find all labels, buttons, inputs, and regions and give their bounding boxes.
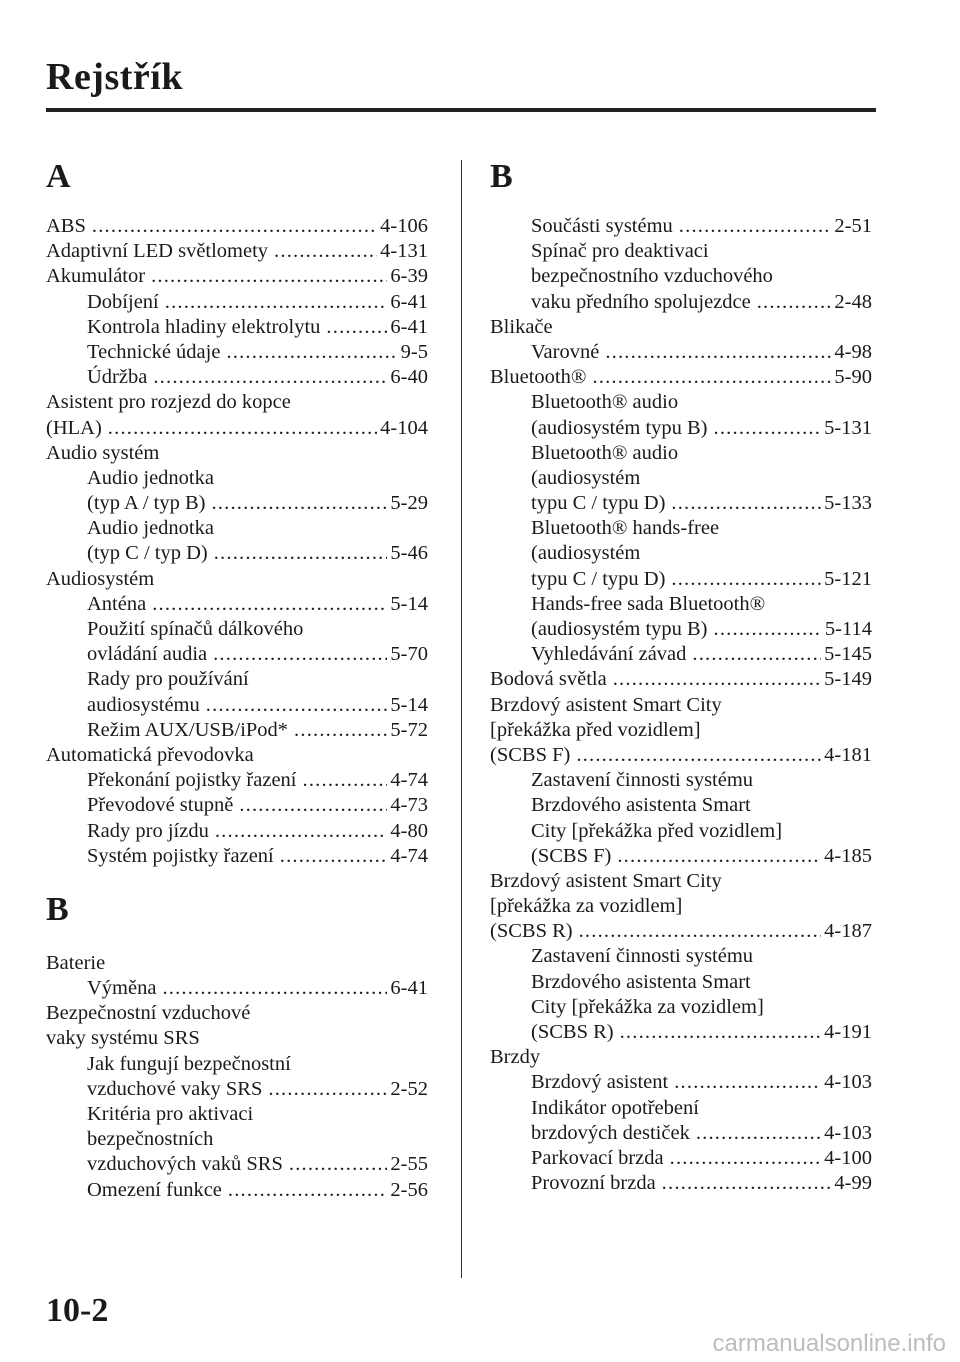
entry-label: Audiosystém xyxy=(46,567,155,590)
index-subentry xyxy=(46,315,428,340)
index-subentry xyxy=(490,768,872,793)
page-reference: 4-74 xyxy=(390,844,428,867)
page-reference: 6-40 xyxy=(390,366,428,389)
entry-label: (typ C / typ D) xyxy=(87,542,208,565)
index-subentry xyxy=(46,1178,428,1203)
index-subentry xyxy=(490,340,872,365)
page-reference: 5-72 xyxy=(390,718,428,741)
index-subentry xyxy=(46,768,428,793)
index-subentry xyxy=(46,667,428,692)
entry-label: Spínač pro deaktivaci xyxy=(531,240,709,263)
entry-label: (SCBS F) xyxy=(490,743,571,766)
index-column-right xyxy=(490,160,872,1196)
entry-label: Provozní brzda xyxy=(531,1172,656,1195)
index-subentry xyxy=(46,1102,428,1127)
index-entry xyxy=(490,869,872,894)
dot-leader xyxy=(620,1020,822,1045)
index-subentry xyxy=(490,1121,872,1146)
dot-leader xyxy=(213,642,387,667)
index-entry xyxy=(46,416,428,441)
index-list-b xyxy=(46,951,428,1203)
entry-label: (audiosystém xyxy=(531,542,641,565)
entry-label: (audiosystém typu B) xyxy=(531,416,708,439)
index-subentry xyxy=(490,567,872,592)
page-reference: 2-52 xyxy=(390,1077,428,1100)
index-entry xyxy=(46,441,428,466)
dot-leader xyxy=(152,592,387,617)
index-subentry xyxy=(490,793,872,818)
dot-leader xyxy=(576,743,821,768)
entry-label: Převodové stupně xyxy=(87,794,234,817)
entry-label: Dobíjení xyxy=(87,290,159,313)
dot-leader xyxy=(679,214,832,239)
dot-leader xyxy=(674,1070,821,1095)
dot-leader xyxy=(662,1171,832,1196)
page-reference: 4-103 xyxy=(824,1121,872,1144)
index-entry xyxy=(46,951,428,976)
entry-label: (HLA) xyxy=(46,416,102,439)
page-reference: 4-185 xyxy=(824,844,872,867)
dot-leader xyxy=(696,1121,821,1146)
index-entry xyxy=(46,214,428,239)
index-subentry xyxy=(46,642,428,667)
page-reference: 5-14 xyxy=(390,592,428,615)
index-entry xyxy=(46,390,428,415)
index-entry xyxy=(46,1026,428,1051)
index-entry xyxy=(490,315,872,340)
entry-label: [překážka před vozidlem] xyxy=(490,718,701,741)
index-subentry xyxy=(490,239,872,264)
entry-label: Technické údaje xyxy=(87,340,221,363)
entry-label: (SCBS F) xyxy=(531,844,612,867)
page-reference: 5-145 xyxy=(824,643,872,666)
entry-label: typu C / typu D) xyxy=(531,492,666,515)
index-subentry xyxy=(46,491,428,516)
entry-label: Výměna xyxy=(87,977,157,1000)
entry-label: Hands-free sada Bluetooth® xyxy=(531,592,766,615)
index-subentry xyxy=(46,1152,428,1177)
entry-label: Brzdový asistent xyxy=(531,1071,669,1094)
index-subentry xyxy=(490,1070,872,1095)
page-reference: 6-41 xyxy=(390,315,428,338)
entry-label: Režim AUX/USB/iPod* xyxy=(87,718,289,741)
dot-leader xyxy=(289,1152,388,1177)
dot-leader xyxy=(592,365,831,390)
page-reference: 5-131 xyxy=(824,416,872,439)
entry-label: Bluetooth® audio xyxy=(531,441,679,464)
page-reference: 4-191 xyxy=(824,1021,872,1043)
dot-leader xyxy=(215,819,388,844)
index-subentry xyxy=(46,340,428,365)
page-reference: 4-103 xyxy=(824,1071,872,1094)
index-entry xyxy=(46,1001,428,1026)
column-divider xyxy=(461,160,462,1278)
index-subentry xyxy=(490,970,872,995)
page-reference: 6-39 xyxy=(390,265,428,288)
index-subentry xyxy=(490,1146,872,1171)
dot-leader xyxy=(274,239,377,264)
index-subentry xyxy=(46,844,428,869)
entry-label: Bluetooth® audio xyxy=(531,391,679,414)
entry-label: ovládání audia xyxy=(87,643,208,666)
index-subentry xyxy=(46,793,428,818)
entry-label: Rady pro jízdu xyxy=(87,819,209,842)
dot-leader xyxy=(206,693,388,718)
entry-label: Brzdový asistent Smart City xyxy=(490,693,722,716)
entry-label: audiosystému xyxy=(87,693,200,716)
index-subentry xyxy=(46,1127,428,1152)
index-subentry xyxy=(490,416,872,441)
page-number: 10-2 xyxy=(46,1292,109,1329)
index-column-left xyxy=(46,160,428,1203)
dot-leader xyxy=(714,416,822,441)
entry-label: Systém pojistky řazení xyxy=(87,844,274,867)
dot-leader xyxy=(605,340,831,365)
entry-label: Audio systém xyxy=(46,441,160,464)
dot-leader xyxy=(151,264,387,289)
index-subentry xyxy=(46,718,428,743)
page-reference: 5-90 xyxy=(834,366,872,389)
index-entry xyxy=(46,239,428,264)
page-reference: 5-149 xyxy=(824,668,872,691)
index-subentry xyxy=(46,1077,428,1102)
index-subentry xyxy=(490,214,872,239)
dot-leader xyxy=(670,1146,822,1171)
dot-leader xyxy=(226,340,397,365)
entry-label: Brzdového asistenta Smart xyxy=(531,794,751,817)
index-subentry xyxy=(490,290,872,315)
page-reference: 5-29 xyxy=(390,492,428,515)
entry-label: Parkovací brzda xyxy=(531,1146,664,1169)
entry-label: Kritéria pro aktivaci xyxy=(87,1103,254,1125)
dot-leader xyxy=(153,365,387,390)
entry-label: Brzdového asistenta Smart xyxy=(531,970,751,993)
entry-label: Kontrola hladiny elektrolytu xyxy=(87,315,321,338)
entry-label: City [překážka před vozidlem] xyxy=(531,819,783,842)
page-reference: 9-5 xyxy=(400,340,428,363)
entry-label: Omezení funkce xyxy=(87,1178,222,1201)
index-entry xyxy=(490,693,872,718)
index-list-b-continued xyxy=(490,214,872,1196)
index-subentry xyxy=(46,541,428,566)
dot-leader xyxy=(294,718,387,743)
index-entry xyxy=(46,743,428,768)
index-subentry xyxy=(490,1096,872,1121)
page-reference: 4-131 xyxy=(380,240,428,263)
page-reference: 5-121 xyxy=(824,567,872,590)
index-subentry xyxy=(490,1020,872,1045)
entry-label: (SCBS R) xyxy=(490,920,573,943)
index-entry xyxy=(46,264,428,289)
entry-label: [překážka za vozidlem] xyxy=(490,895,683,918)
index-list-a xyxy=(46,214,428,869)
index-subentry xyxy=(46,819,428,844)
entry-label: Brzdový asistent Smart City xyxy=(490,869,722,892)
dot-leader xyxy=(239,793,387,818)
entry-label: Bezpečnostní vzduchové xyxy=(46,1002,251,1025)
entry-label: Bluetooth® hands-free xyxy=(531,517,720,540)
watermark: carmanualsonline.info xyxy=(712,1330,946,1357)
entry-label: (typ A / typ B) xyxy=(87,492,206,515)
page-reference: 4-100 xyxy=(824,1146,872,1169)
page-reference: 6-41 xyxy=(390,977,428,1000)
dot-leader xyxy=(617,844,821,869)
entry-label: Automatická převodovka xyxy=(46,743,254,766)
index-subentry xyxy=(490,390,872,415)
header-divider xyxy=(46,108,876,112)
dot-leader xyxy=(268,1077,387,1102)
entry-label: Baterie xyxy=(46,951,106,974)
entry-label: Jak fungují bezpečnostní xyxy=(87,1052,291,1075)
entry-label: Bodová světla xyxy=(490,668,607,691)
index-entry xyxy=(490,894,872,919)
dot-leader xyxy=(579,919,822,944)
index-subentry xyxy=(46,365,428,390)
dot-leader xyxy=(108,416,377,441)
entry-label: Akumulátor xyxy=(46,265,146,288)
dot-leader xyxy=(671,491,821,516)
index-subentry xyxy=(490,466,872,491)
entry-label: Bluetooth® xyxy=(490,366,587,389)
page-reference: 4-104 xyxy=(380,416,428,439)
entry-label: City [překážka za vozidlem] xyxy=(531,995,764,1018)
page-reference: 6-41 xyxy=(390,290,428,313)
index-subentry xyxy=(46,617,428,642)
entry-label: brzdových destiček xyxy=(531,1121,690,1144)
entry-label: (SCBS R) xyxy=(531,1021,614,1043)
index-subentry xyxy=(46,1052,428,1077)
dot-leader xyxy=(303,768,388,793)
page-reference: 2-56 xyxy=(390,1178,428,1201)
entry-label: Použití spínačů dálkového xyxy=(87,618,304,640)
entry-label: typu C / typu D) xyxy=(531,567,666,590)
index-entry xyxy=(490,743,872,768)
dot-leader xyxy=(613,667,821,692)
page-reference: 5-14 xyxy=(390,693,428,716)
index-subentry xyxy=(490,844,872,869)
entry-label: vaky systému SRS xyxy=(46,1027,200,1050)
index-subentry xyxy=(490,995,872,1020)
index-entry xyxy=(490,718,872,743)
entry-label: Audio jednotka xyxy=(87,466,214,489)
entry-label: vaku předního spolujezdce xyxy=(531,290,751,313)
entry-label: Zastavení činnosti systému xyxy=(531,769,754,792)
index-entry xyxy=(490,667,872,692)
page-title: Rejstřík xyxy=(46,56,183,98)
dot-leader xyxy=(714,617,822,642)
index-entry xyxy=(490,1045,872,1070)
entry-label: bezpečnostních xyxy=(87,1128,214,1151)
section-letter-a: A xyxy=(46,158,71,195)
page-reference: 2-48 xyxy=(834,290,872,313)
index-subentry xyxy=(490,944,872,969)
page-reference: 5-133 xyxy=(824,492,872,515)
index-subentry xyxy=(46,466,428,491)
page-reference: 4-106 xyxy=(380,215,428,237)
index-subentry xyxy=(490,642,872,667)
page-reference: 4-98 xyxy=(834,340,872,363)
dot-leader xyxy=(671,567,821,592)
dot-leader xyxy=(326,315,387,340)
page-reference: 2-51 xyxy=(834,215,872,237)
index-subentry xyxy=(46,976,428,1001)
index-subentry xyxy=(46,290,428,315)
page-reference: 5-70 xyxy=(390,643,428,666)
index-subentry xyxy=(490,819,872,844)
page-reference: 4-187 xyxy=(824,920,872,943)
dot-leader xyxy=(757,290,832,315)
entry-label: Součásti systému xyxy=(531,215,673,237)
entry-label: Varovné xyxy=(531,340,600,363)
entry-label: Asistent pro rozjezd do kopce xyxy=(46,391,291,414)
index-subentry xyxy=(46,592,428,617)
section-letter-b: B xyxy=(46,890,69,928)
page-reference: 4-99 xyxy=(834,1172,872,1195)
entry-label: Indikátor opotřebení xyxy=(531,1096,699,1119)
page-reference: 4-80 xyxy=(390,819,428,842)
dot-leader xyxy=(692,642,821,667)
index-entry xyxy=(490,365,872,390)
dot-leader xyxy=(165,290,388,315)
entry-label: Anténa xyxy=(87,592,147,615)
section-letter-b-continued: B xyxy=(490,158,513,195)
index-subentry xyxy=(46,693,428,718)
index-subentry xyxy=(490,491,872,516)
dot-leader xyxy=(92,214,377,239)
entry-label: ABS xyxy=(46,215,86,237)
dot-leader xyxy=(280,844,388,869)
dot-leader xyxy=(162,976,387,1001)
page-reference: 4-181 xyxy=(824,743,872,766)
index-subentry xyxy=(490,617,872,642)
page-reference: 4-74 xyxy=(390,769,428,792)
page-reference: 5-46 xyxy=(390,542,428,565)
index-entry xyxy=(490,919,872,944)
entry-label: Adaptivní LED světlomety xyxy=(46,240,269,263)
dot-leader xyxy=(228,1178,388,1203)
index-entry xyxy=(46,567,428,592)
page-reference: 4-73 xyxy=(390,794,428,817)
dot-leader xyxy=(214,541,388,566)
dot-leader xyxy=(211,491,387,516)
entry-label: Audio jednotka xyxy=(87,517,214,540)
entry-label: Rady pro používání xyxy=(87,668,249,691)
index-subentry xyxy=(490,1171,872,1196)
entry-label: (audiosystém typu B) xyxy=(531,618,708,640)
entry-label: vzduchové vaky SRS xyxy=(87,1077,263,1100)
entry-label: vzduchových vaků SRS xyxy=(87,1153,283,1176)
index-subentry xyxy=(490,441,872,466)
entry-label: bezpečnostního vzduchového xyxy=(531,265,773,288)
entry-label: Brzdy xyxy=(490,1046,541,1069)
entry-label: Údržba xyxy=(87,366,148,389)
index-subentry xyxy=(490,264,872,289)
page-reference: 2-55 xyxy=(390,1153,428,1176)
index-subentry xyxy=(490,592,872,617)
entry-label: (audiosystém xyxy=(531,466,641,489)
page-reference: 5-114 xyxy=(824,618,872,640)
entry-label: Zastavení činnosti systému xyxy=(531,945,754,968)
entry-label: Překonání pojistky řazení xyxy=(87,769,297,792)
index-subentry xyxy=(490,541,872,566)
entry-label: Vyhledávání závad xyxy=(531,643,687,666)
entry-label: Blikače xyxy=(490,315,553,338)
index-subentry xyxy=(490,516,872,541)
index-subentry xyxy=(46,516,428,541)
